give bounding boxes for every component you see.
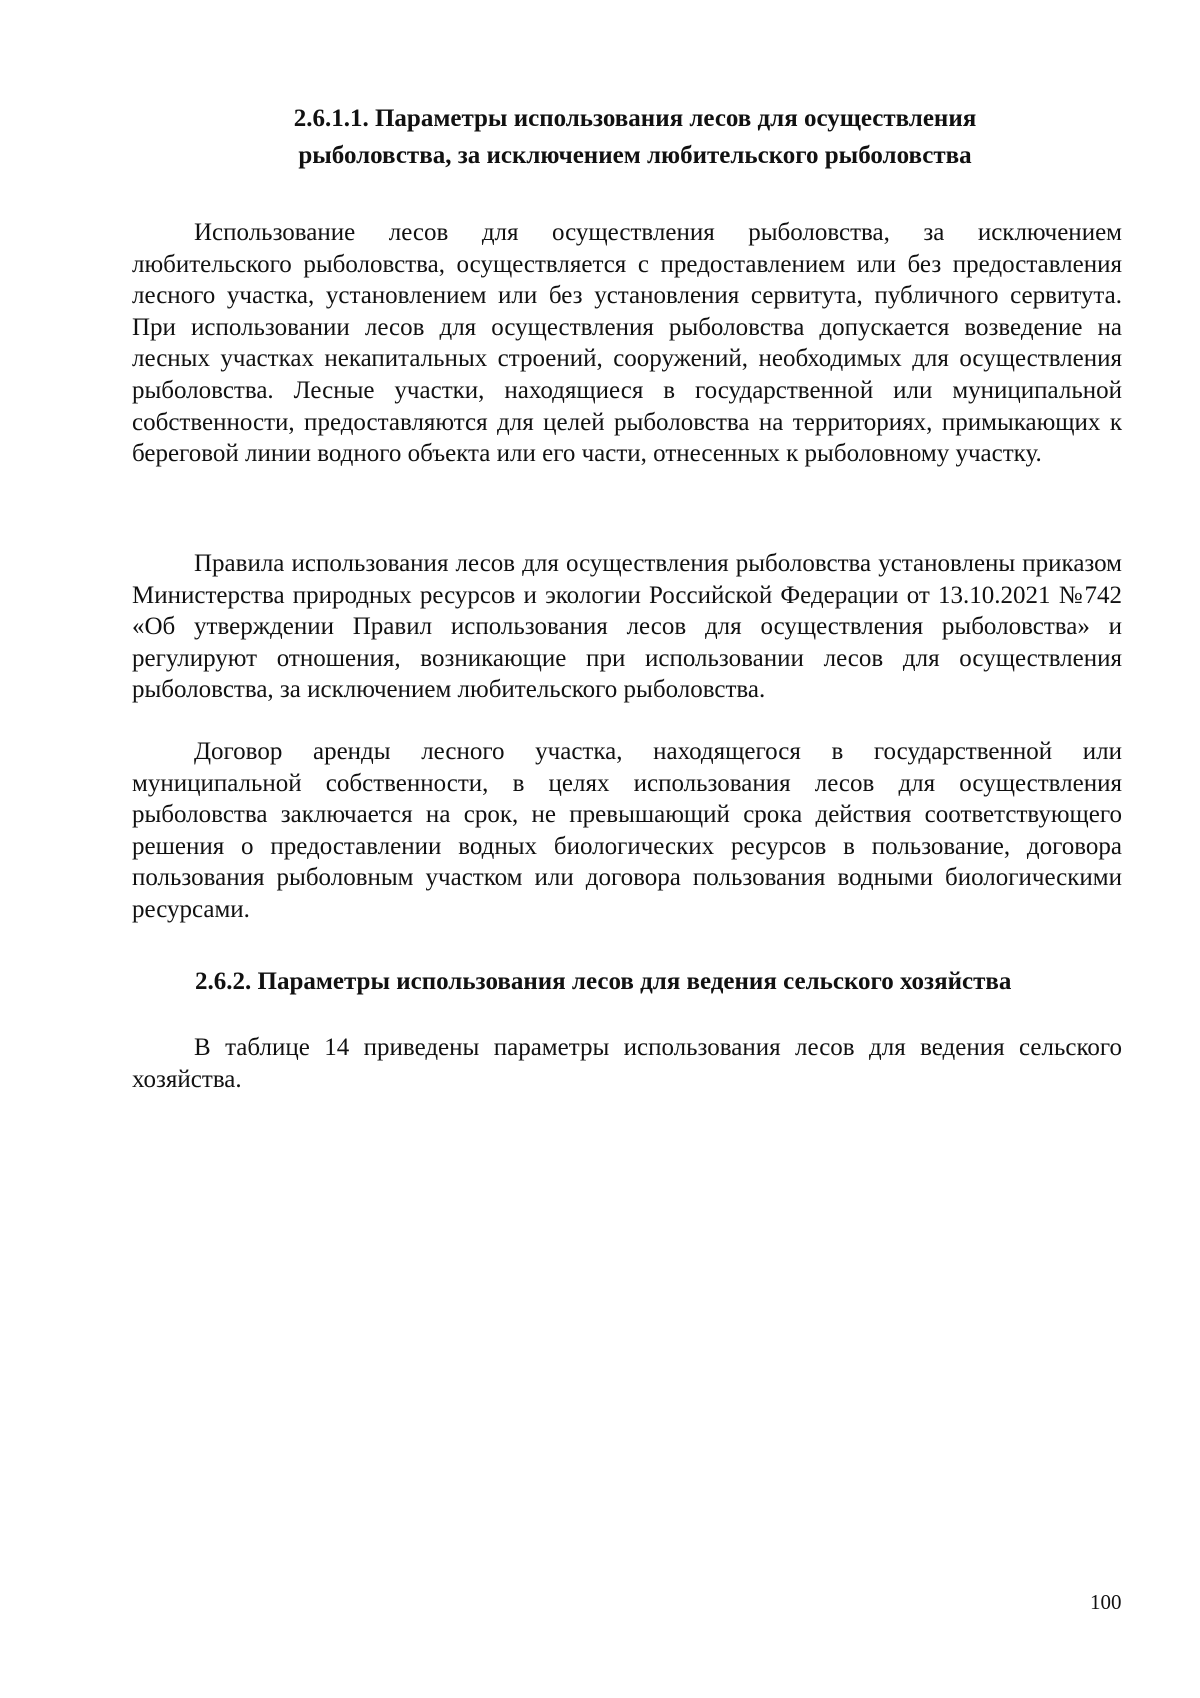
paragraph: Использование лесов для осуществления рыболовства, за исключением любительского рыболовства, осуществляется с предоставлением или без предоставления лесного участка, установлением или без установления сервитута, публичного сервитута. При использовании лесов для осуществления рыболовства допускается возведение на лесных участках некапитальных строений, сооружений, необходимых для осуществления рыболовства. Лесные участки, находящиеся в государственной или муниципальной собственности, предоставляются для целей рыболовства на территориях, примыкающих к береговой линии водного объекта или его части, отнесенных к рыболовному участку.	[132, 219, 1122, 468]
paragraph-block-3	[132, 736, 1122, 926]
paragraph: Правила использования лесов для осуществления рыболовства установлены приказом Министерства природных ресурсов и экологии Российской Федерации от 13.10.2021 №742 «Об утверждении Правил использования лесов для осуществления рыболовства» и регулируют отношения, возникающие при использовании лесов для осуществления рыболовства, за исключением любительского рыболовства.	[132, 550, 1122, 704]
paragraph: Договор аренды лесного участка, находящегося в государственной или муниципальной собственности, в целях использования лесов для осуществления рыболовства заключается на срок, не превышающий срока действия соответствующего решения о предоставлении водных биологических ресурсов в пользование, договора пользования рыболовным участком или договора пользования водными биологическими ресурсами.	[132, 738, 1122, 923]
paragraph-block-1	[132, 217, 1122, 470]
paragraph-block-2	[132, 548, 1122, 706]
subsection-paragraph: В таблице 14 приведены параметры использования лесов для ведения сельского хозяйства.	[132, 1034, 1122, 1093]
subsection-heading: 2.6.2. Параметры использования лесов для ведения сельского хозяйства	[195, 968, 1012, 995]
paragraph-block-4	[132, 1032, 1122, 1095]
section-heading: 2.6.1.1. Параметры использования лесов для осуществления рыболовства, за исключением любительского рыболовства	[293, 105, 977, 169]
page-number: 100	[1090, 1590, 1122, 1614]
